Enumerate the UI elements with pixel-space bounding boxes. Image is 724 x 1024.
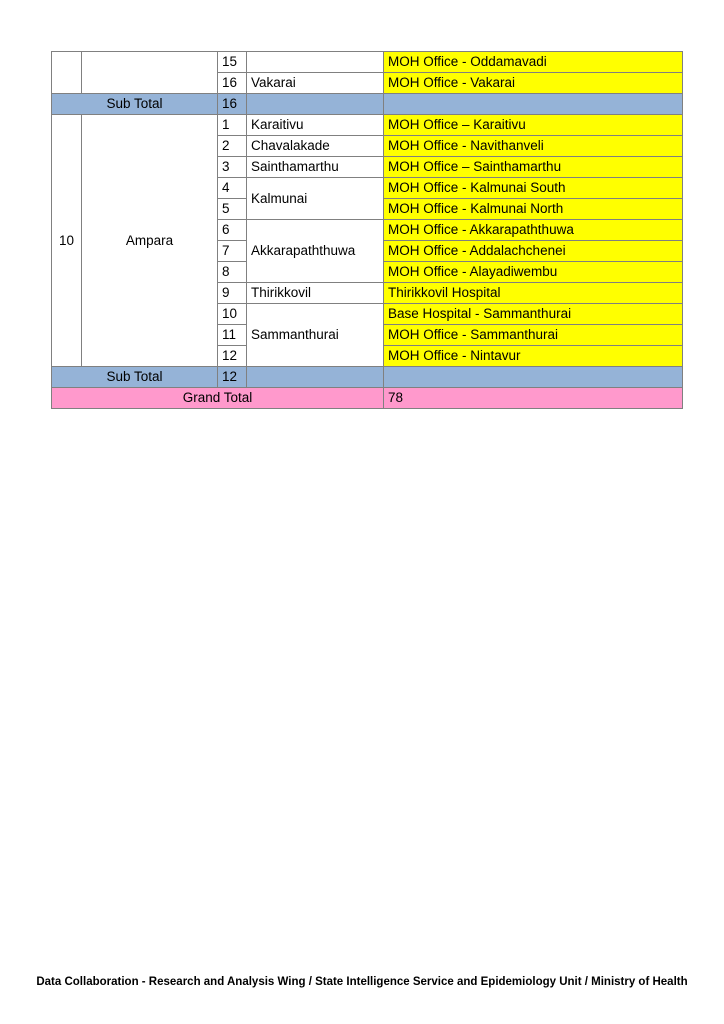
- row-number: 9: [218, 283, 247, 304]
- empty-cell: [384, 367, 683, 388]
- row-number: 6: [218, 220, 247, 241]
- center-name: Base Hospital - Sammanthurai: [384, 304, 683, 325]
- center-name: MOH Office - Sammanthurai: [384, 325, 683, 346]
- moh-area-cell: Sainthamarthu: [247, 157, 384, 178]
- empty-cell: [247, 367, 384, 388]
- vaccination-centers-table: [51, 51, 683, 409]
- table-row: [52, 52, 683, 73]
- center-name: MOH Office - Oddamavadi: [384, 52, 683, 73]
- center-name: MOH Office - Vakarai: [384, 73, 683, 94]
- row-number: 4: [218, 178, 247, 199]
- empty-cell: [384, 94, 683, 115]
- moh-area-cell: Kalmunai: [247, 178, 384, 220]
- moh-area-cell: Thirikkovil: [247, 283, 384, 304]
- center-name: MOH Office – Karaitivu: [384, 115, 683, 136]
- table-row: [52, 115, 683, 136]
- row-number: 16: [218, 73, 247, 94]
- grand-total-value: 78: [384, 388, 683, 409]
- moh-area-cell: Karaitivu: [247, 115, 384, 136]
- empty-cell: [247, 94, 384, 115]
- subtotal-label: Sub Total: [52, 367, 218, 388]
- center-name: MOH Office - Nintavur: [384, 346, 683, 367]
- page-footer: Data Collaboration - Research and Analysis Wing / State Intelligence Service and Epidemiology Unit / Ministry of Health: [36, 976, 688, 988]
- center-name: Thirikkovil Hospital: [384, 283, 683, 304]
- row-number: 11: [218, 325, 247, 346]
- row-number: 2: [218, 136, 247, 157]
- center-name: MOH Office - Kalmunai South: [384, 178, 683, 199]
- subtotal-label: Sub Total: [52, 94, 218, 115]
- district-number-cell: 10: [52, 115, 82, 367]
- row-number: 15: [218, 52, 247, 73]
- subtotal-value: 12: [218, 367, 247, 388]
- row-number: 8: [218, 262, 247, 283]
- moh-area-cell: Chavalakade: [247, 136, 384, 157]
- center-name: MOH Office - Kalmunai North: [384, 199, 683, 220]
- district-name-cell: Ampara: [82, 115, 218, 367]
- center-name: MOH Office - Addalachchenei: [384, 241, 683, 262]
- center-name: MOH Office – Sainthamarthu: [384, 157, 683, 178]
- center-name: MOH Office - Alayadiwembu: [384, 262, 683, 283]
- grand-total-label: Grand Total: [52, 388, 384, 409]
- row-number: 3: [218, 157, 247, 178]
- center-name: MOH Office - Akkarapaththuwa: [384, 220, 683, 241]
- grand-total-row: [52, 388, 683, 409]
- moh-area-cell: [247, 52, 384, 73]
- center-name: MOH Office - Navithanveli: [384, 136, 683, 157]
- row-number: 7: [218, 241, 247, 262]
- row-number: 10: [218, 304, 247, 325]
- subtotal-value: 16: [218, 94, 247, 115]
- row-number: 12: [218, 346, 247, 367]
- subtotal-row: [52, 94, 683, 115]
- moh-area-cell: Sammanthurai: [247, 304, 384, 367]
- moh-area-cell: Akkarapaththuwa: [247, 220, 384, 283]
- subtotal-row: [52, 367, 683, 388]
- district-number-cell: [52, 52, 82, 94]
- moh-area-cell: Vakarai: [247, 73, 384, 94]
- district-name-cell: [82, 52, 218, 94]
- row-number: 5: [218, 199, 247, 220]
- row-number: 1: [218, 115, 247, 136]
